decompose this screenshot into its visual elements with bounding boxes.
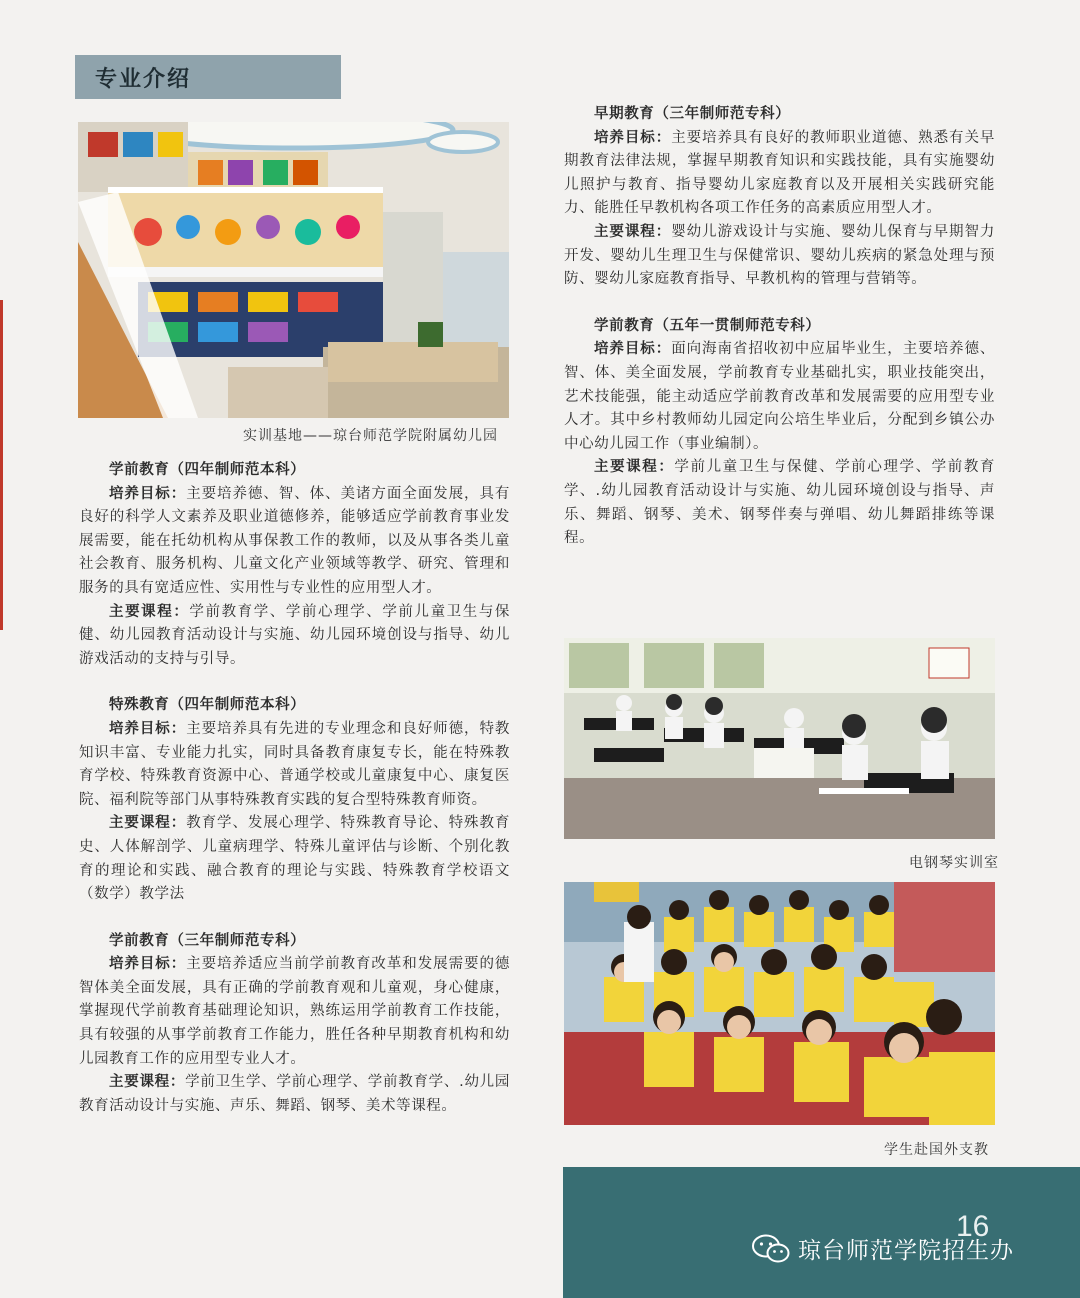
course-text: 学前卫生学、学前心理学、学前教育学、.幼儿园教育活动设计与实施、声乐、舞蹈、钢琴、美术等课程。 xyxy=(79,1074,511,1114)
goal-label: 培养目标： xyxy=(109,720,187,737)
right-column xyxy=(564,103,995,551)
goal-label: 培养目标： xyxy=(594,341,672,358)
goal-text: 主要培养具有先进的专业理念和良好师德，特教知识丰富、专业能力扎实，同时具备教育康复专长，能在特殊教育学校、特殊教育资源中心、普通学校或儿童康复中心、康复医院、福利院等部门从事特殊教育实践的复合型特殊教育师资。 xyxy=(79,720,510,808)
goal-text: 面向海南省招收初中应届毕业生，主要培养德、智、体、美全面发展，学前教育专业基础扎实，职业技能突出，艺术技能强，能主动适应学前教育改革和发展需要的应用型专业人才。其中乡村教师幼儿园定向公培生毕业后，分配到乡镇公办中心幼儿园工作（事业编制）。 xyxy=(564,341,995,452)
section-title: 学前教育（三年制师范专科） xyxy=(109,932,306,949)
piano-lab-photo xyxy=(564,638,995,839)
training-goal xyxy=(564,127,995,221)
watermark-text: 琼台师范学院招生办 xyxy=(798,1238,1014,1264)
course-label: 主要课程： xyxy=(594,223,672,240)
main-courses xyxy=(79,1071,510,1118)
training-goal xyxy=(79,953,510,1071)
course-label: 主要课程： xyxy=(109,1074,186,1091)
watermark xyxy=(752,1232,1014,1265)
photo-caption: 学生赴国外支教 xyxy=(884,1142,989,1158)
photo-caption: 电钢琴实训室 xyxy=(909,855,999,871)
section-title: 学前教育（四年制师范本科） xyxy=(109,462,306,478)
course-label: 主要课程： xyxy=(594,459,675,476)
left-column xyxy=(79,459,510,1118)
course-text: 教育学、发展心理学、特殊教育导论、特殊教育史、人体解剖学、儿童病理学、特殊儿童评估与诊断、个别化教育的理论和实践、融合教育的理论与实践、特殊教育学校语文（数学）教学法 xyxy=(79,815,510,903)
section-header xyxy=(75,55,341,99)
training-goal xyxy=(564,338,995,456)
overseas-teaching-photo xyxy=(564,882,995,1125)
main-courses xyxy=(564,221,995,292)
course-text: 婴幼儿游戏设计与实施、婴幼儿保育与早期智力开发、婴幼儿生理卫生与保健常识、婴幼儿疾病的紧急处理与预防、婴幼儿家庭教育指导、早教机构的管理与营销等。 xyxy=(564,223,995,288)
course-text: 学前教育学、学前心理学、学前儿童卫生与保健、幼儿园教育活动设计与实施、幼儿园环境创设与指导、幼儿游戏活动的支持与引导。 xyxy=(79,603,511,667)
goal-text: 主要培养德、智、体、美诸方面全面发展，具有良好的科学人文素养及职业道德修养，能够适应学前教育事业发展需要，能在托幼机构从事保教工作的教师，以及从事各类儿童社会教育、服务机构、儿童文化产业领域等教学、研究、管理和服务的具有宽适应性、实用性与专业性的应用型人才。 xyxy=(79,485,510,596)
course-text: 学前儿童卫生与保健、学前心理学、学前教育学、.幼儿园教育活动设计与实施、幼儿园环境创设与指导、声乐、舞蹈、钢琴、美术、钢琴伴奏与弹唱、幼儿舞蹈排练等课程。 xyxy=(564,459,996,547)
goal-label: 培养目标： xyxy=(109,485,187,502)
kindergarten-photo xyxy=(78,122,509,418)
section-title: 特殊教育（四年制师范本科） xyxy=(109,697,306,714)
section-title: 学前教育（五年一贯制师范专科） xyxy=(594,317,821,334)
wechat-icon xyxy=(752,1234,790,1264)
course-label: 主要课程： xyxy=(109,603,190,620)
main-courses xyxy=(79,601,510,672)
training-goal xyxy=(79,718,510,812)
edge-mark xyxy=(0,300,3,630)
photo-caption: 实训基地——琼台师范学院附属幼儿园 xyxy=(243,428,498,444)
page-number: 16 xyxy=(956,1210,990,1243)
training-goal xyxy=(79,483,510,601)
page-title: 专业介绍 xyxy=(95,66,192,92)
course-label: 主要课程： xyxy=(109,815,187,832)
section-title: 早期教育（三年制师范专科） xyxy=(594,106,791,122)
goal-text: 主要培养适应当前学前教育改革和发展需要的德智体美全面发展，具有正确的学前教育观和儿童观，身心健康，掌握现代学前教育基础理论知识，熟练运用学前教育工作技能，具有较强的从事学前教育工作能力，胜任各种早期教育机构和幼儿园教育工作的应用型专业人才。 xyxy=(79,956,510,1067)
goal-text: 主要培养具有良好的教师职业道德、熟悉有关早期教育法律法规，掌握早期教育知识和实践技能，具有实施婴幼儿照护与教育、指导婴幼儿家庭教育以及开展相关实践研究能力、能胜任早教机构各项工作任务的高素质应用型人才。 xyxy=(564,129,995,217)
goal-label: 培养目标： xyxy=(594,129,672,146)
goal-label: 培养目标： xyxy=(109,956,187,973)
main-courses xyxy=(79,812,510,906)
main-courses xyxy=(564,456,995,550)
